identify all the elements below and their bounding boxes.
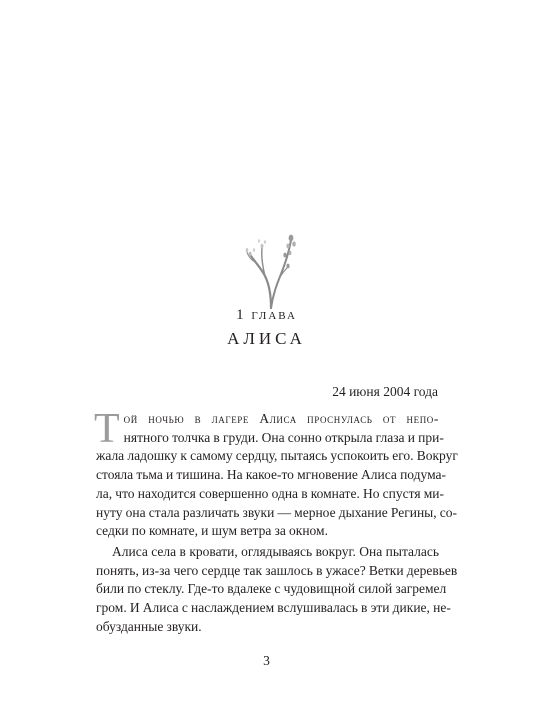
drop-cap: Т (94, 406, 120, 452)
text-line: стояла тьма и тишина. На какое-то мгновение Алиса подума- (96, 467, 447, 483)
paragraph-1 (94, 406, 458, 541)
text-line: били по стеклу. Где-то вдалеке с чудовищной силой загремел (96, 581, 447, 597)
text-line: гром. И Алиса с наслаждением вслушивалась в эти дикие, не- (96, 600, 451, 616)
text-line: Алиса села в кровати, оглядываясь вокруг. Она пыталась (112, 543, 439, 559)
page-number: 3 (263, 653, 270, 668)
text-line: ла, что находится совершенно одна в комнате. Но спустя ми- (96, 485, 444, 501)
text-line: жала ладошку к самому сердцу, пытаясь успокоить его. Вокруг (96, 448, 458, 464)
text-line: нуту она стала различать звуки — мерное дыхание Регины, со- (96, 504, 458, 520)
paragraph-2 (96, 543, 458, 637)
text-line: обузданные звуки. (96, 618, 202, 634)
chapter-title: АЛИСА (227, 329, 306, 348)
text-line: нятного толчка в груди. Она сонно открыла глаза и при- (123, 429, 444, 445)
chapter-text (94, 406, 458, 636)
text-line: ой ночью в лагере Алиса проснулась от непо- (123, 411, 439, 426)
chapter-date: 24 июня 2004 года (332, 384, 438, 399)
text-line: понять, из-за чего сердце так зашлось в ужасе? Ветки деревьев (96, 562, 458, 578)
flower-sprig-icon (241, 222, 301, 310)
text-line: седки по комнате, и шум ветра за окном. (96, 523, 328, 539)
chapter-number: 1 глава (236, 307, 297, 323)
